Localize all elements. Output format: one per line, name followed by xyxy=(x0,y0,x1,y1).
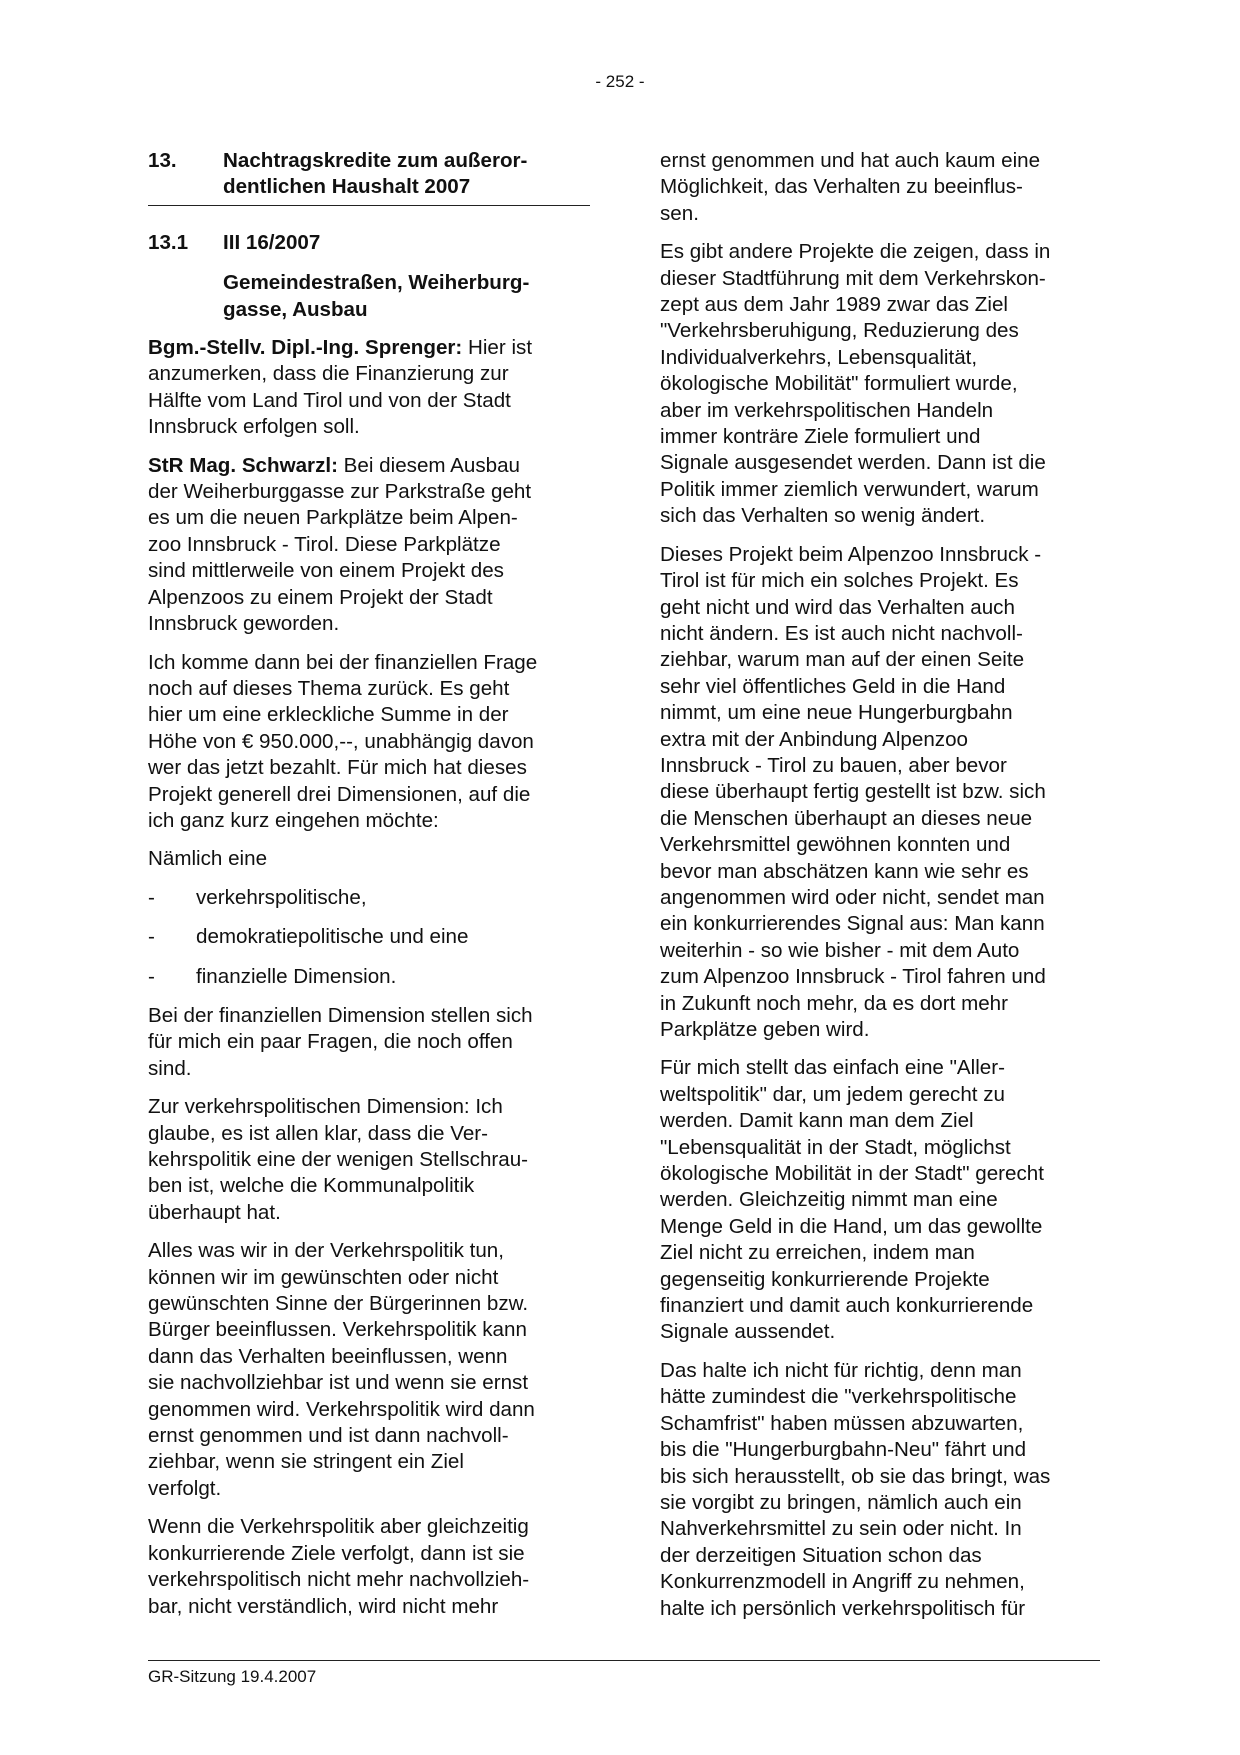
text-line: wer das jetzt bezahlt. Für mich hat dieses xyxy=(148,756,527,780)
text-line: Konkurrenzmodell in Angriff zu nehmen, xyxy=(660,1570,1025,1594)
text-line: zoo Innsbruck - Tirol. Diese Parkplätze xyxy=(148,532,501,556)
text-line: Alpenzoos zu einem Projekt der Stadt xyxy=(148,585,493,609)
list-item-text: verkehrspolitische, xyxy=(196,885,367,909)
text-line: Signale aussendet. xyxy=(660,1320,836,1344)
text-line: Schamfrist" haben müssen abzuwarten, xyxy=(660,1411,1024,1435)
text-line: genommen wird. Verkehrspolitik wird dann xyxy=(148,1397,535,1421)
text-line: Verkehrsmittel gewöhnen konnten und xyxy=(660,833,1011,857)
text-line: ökologische Mobilität in der Stadt" gerecht xyxy=(660,1162,1044,1186)
text-line: sie vorgibt zu bringen, nämlich auch ein xyxy=(660,1490,1022,1514)
text-line: Menge Geld in die Hand, um das gewollte xyxy=(660,1214,1043,1238)
text-line: Innsbruck - Tirol zu bauen, aber bevor xyxy=(660,753,1007,777)
text-line: ben ist, welche die Kommunalpolitik xyxy=(148,1174,475,1198)
text-line: konkurrierende Ziele verfolgt, dann ist sie xyxy=(148,1541,525,1565)
text-line: der Weiherburggasse zur Parkstraße geht xyxy=(148,480,532,504)
text-line: verfolgt. xyxy=(148,1476,222,1500)
subsection-title-line: gasse, Ausbau xyxy=(223,297,368,321)
text-line: sehr viel öffentliches Geld in die Hand xyxy=(660,674,1006,698)
text-line: ernst genommen und hat auch kaum eine xyxy=(660,149,1041,172)
text-line: diese überhaupt fertig gestellt ist bzw. sich xyxy=(660,780,1046,804)
text-line: in Zukunft noch mehr, da es dort mehr xyxy=(660,991,1008,1015)
text-line: sen. xyxy=(660,201,699,225)
list-item-text: demokratiepolitische und eine xyxy=(196,925,469,949)
text-line: für mich ein paar Fragen, die noch offen xyxy=(148,1030,513,1054)
text-line: Politik immer ziemlich verwundert, warum xyxy=(660,477,1039,501)
text-line: anzumerken, dass die Finanzierung zur xyxy=(148,362,509,386)
text-line: Hälfte vom Land Tirol und von der Stadt xyxy=(148,388,511,412)
text-line: bis die "Hungerburgbahn-Neu" fährt und xyxy=(660,1438,1027,1462)
subsection-title xyxy=(223,270,590,323)
list-item xyxy=(148,964,590,990)
subsection-number: 13.1 xyxy=(148,230,189,254)
paragraph xyxy=(148,1094,590,1226)
text-line: zum Alpenzoo Innsbruck - Tirol fahren und xyxy=(660,965,1046,989)
text-line: weltspolitik" dar, um jedem gerecht zu xyxy=(660,1082,1005,1106)
paragraph: Nämlich eine xyxy=(148,847,268,871)
text-line: Innsbruck erfolgen soll. xyxy=(148,415,360,439)
text-line: Bei der finanziellen Dimension stellen sich xyxy=(148,1003,533,1027)
footer-divider xyxy=(148,1660,1100,1661)
text-line: bar, nicht verständlich, wird nicht mehr xyxy=(148,1594,499,1618)
text-line: gewünschten Sinne der Bürgerinnen bzw. xyxy=(148,1292,529,1316)
text-line: dieser Stadtführung mit dem Verkehrskon- xyxy=(660,266,1046,290)
text-line: Ich komme dann bei der finanziellen Frage xyxy=(148,650,538,674)
text-line: ich ganz kurz eingehen möchte: xyxy=(148,808,439,832)
paragraph xyxy=(660,148,1100,227)
list-item xyxy=(148,924,590,950)
text-line: ernst genommen und ist dann nachvoll- xyxy=(148,1424,509,1448)
paragraph-sprenger xyxy=(148,335,590,441)
text-line: zept aus dem Jahr 1989 zwar das Ziel xyxy=(660,293,1008,317)
speaker-name: StR Mag. Schwarzl: xyxy=(148,453,338,477)
text-line: Möglichkeit, das Verhalten zu beeinflus- xyxy=(660,175,1023,199)
text-line: halte ich persönlich verkehrspolitisch für xyxy=(660,1596,1026,1620)
text-line: überhaupt hat. xyxy=(148,1200,281,1224)
text-line: hier um eine erkleckliche Summe in der xyxy=(148,703,509,727)
text-line: ziehbar, warum man auf der einen Seite xyxy=(660,648,1025,672)
paragraph-schwarzl xyxy=(148,453,590,638)
text-line: Dieses Projekt beim Alpenzoo Innsbruck - xyxy=(660,542,1042,566)
text-line: werden. Damit kann man dem Ziel xyxy=(660,1109,974,1133)
text-line: sich das Verhalten so wenig ändert. xyxy=(660,504,986,528)
subsection-heading xyxy=(148,230,590,256)
text-line: hätte zumindest die "verkehrspolitische xyxy=(660,1385,1017,1409)
text-line: gegenseitig konkurrierende Projekte xyxy=(660,1267,990,1291)
paragraph xyxy=(660,1055,1100,1345)
paragraph xyxy=(148,1003,590,1082)
text-line: Bei diesem Ausbau xyxy=(337,453,520,477)
text-line: glaube, es ist allen klar, dass die Ver- xyxy=(148,1121,488,1145)
paragraph xyxy=(660,542,1100,1044)
text-line: werden. Gleichzeitig nimmt man eine xyxy=(660,1188,998,1212)
text-line: Hier ist xyxy=(462,336,533,360)
left-column xyxy=(148,148,590,1632)
list-item xyxy=(148,885,590,911)
text-line: Wenn die Verkehrspolitik aber gleichzeitig xyxy=(148,1515,529,1539)
section-title-line: Nachtragskredite zum außeror- xyxy=(223,149,528,172)
text-line: "Verkehrsberuhigung, Reduzierung des xyxy=(660,319,1019,343)
paragraph xyxy=(660,239,1100,529)
subsection-code: III 16/2007 xyxy=(223,230,321,254)
text-line: Bürger beeinflussen. Verkehrspolitik kann xyxy=(148,1318,527,1342)
paragraph xyxy=(660,1358,1100,1622)
text-line: Höhe von € 950.000,--, unabhängig davon xyxy=(148,729,534,753)
text-line: bis sich herausstellt, ob sie das bringt, was xyxy=(660,1464,1051,1488)
text-line: dann das Verhalten beeinflussen, wenn xyxy=(148,1344,508,1368)
list-dash: - xyxy=(148,885,155,909)
text-line: sind. xyxy=(148,1056,192,1080)
text-line: weiterhin - so wie bisher - mit dem Auto xyxy=(660,938,1020,962)
section-number: 13. xyxy=(148,149,177,172)
text-line: Das halte ich nicht für richtig, denn man xyxy=(660,1358,1022,1382)
text-line: Zur verkehrspolitischen Dimension: Ich xyxy=(148,1095,503,1119)
text-line: die Menschen überhaupt an dieses neue xyxy=(660,806,1033,830)
text-line: aber im verkehrspolitischen Handeln xyxy=(660,398,994,422)
text-line: der derzeitigen Situation schon das xyxy=(660,1543,982,1567)
text-line: kehrspolitik eine der wenigen Stellschrau- xyxy=(148,1148,529,1171)
section-heading xyxy=(148,148,590,206)
speaker-name: Bgm.-Stellv. Dipl.-Ing. Sprenger: xyxy=(148,336,463,360)
section-title-line: dentlichen Haushalt 2007 xyxy=(223,175,471,199)
text-line: finanziert und damit auch konkurrierende xyxy=(660,1294,1034,1318)
text-line: Es gibt andere Projekte die zeigen, dass in xyxy=(660,240,1051,264)
text-line: ökologische Mobilität" formuliert wurde, xyxy=(660,372,1018,396)
text-line: "Lebensqualität in der Stadt, möglichst xyxy=(660,1135,1011,1159)
text-line: angenommen wird oder nicht, sendet man xyxy=(660,885,1045,909)
text-line: nimmt, um eine neue Hungerburgbahn xyxy=(660,701,1013,725)
text-line: nicht ändern. Es ist auch nicht nachvoll- xyxy=(660,621,1023,645)
text-line: Ziel nicht zu erreichen, indem man xyxy=(660,1241,975,1265)
text-line: bevor man abschätzen kann wie sehr es xyxy=(660,859,1029,883)
text-line: noch auf dieses Thema zurück. Es geht xyxy=(148,676,510,700)
text-line: Parkplätze geben wird. xyxy=(660,1018,870,1041)
text-line: Nahverkehrsmittel zu sein oder nicht. In xyxy=(660,1517,1022,1541)
text-line: Projekt generell drei Dimensionen, auf die xyxy=(148,782,531,806)
text-line: Innsbruck geworden. xyxy=(148,612,340,636)
text-line: verkehrspolitisch nicht mehr nachvollzieh- xyxy=(148,1568,530,1592)
list-item-text: finanzielle Dimension. xyxy=(196,964,397,988)
page-number: - 252 - xyxy=(595,72,645,91)
text-line: Alles was wir in der Verkehrspolitik tun, xyxy=(148,1239,504,1263)
text-line: immer konträre Ziele formuliert und xyxy=(660,425,981,449)
paragraph xyxy=(148,1514,590,1620)
paragraph xyxy=(148,1238,590,1502)
paragraph xyxy=(148,650,590,835)
text-line: können wir im gewünschten oder nicht xyxy=(148,1265,499,1289)
text-line: sind mittlerweile von einem Projekt des xyxy=(148,559,504,583)
text-line: Für mich stellt das einfach eine "Aller- xyxy=(660,1056,1005,1080)
list-dash: - xyxy=(148,925,155,949)
text-line: Signale ausgesendet werden. Dann ist die xyxy=(660,451,1046,475)
text-line: es um die neuen Parkplätze beim Alpen- xyxy=(148,506,518,530)
footer-text: GR-Sitzung 19.4.2007 xyxy=(148,1667,317,1686)
text-line: ziehbar, wenn sie stringent ein Ziel xyxy=(148,1450,464,1474)
text-line: geht nicht und wird das Verhalten auch xyxy=(660,595,1015,619)
list-dash: - xyxy=(148,964,155,988)
text-line: Individualverkehrs, Lebensqualität, xyxy=(660,345,978,369)
text-line: Tirol ist für mich ein solches Projekt. Es xyxy=(660,569,1019,593)
text-line: extra mit der Anbindung Alpenzoo xyxy=(660,727,968,751)
text-line: ein konkurrierendes Signal aus: Man kann xyxy=(660,912,1045,936)
text-line: sie nachvollziehbar ist und wenn sie ernst xyxy=(148,1371,529,1395)
subsection-title-line: Gemeindestraßen, Weiherburg- xyxy=(223,271,530,295)
section-title xyxy=(223,148,590,201)
right-column xyxy=(660,148,1100,1634)
